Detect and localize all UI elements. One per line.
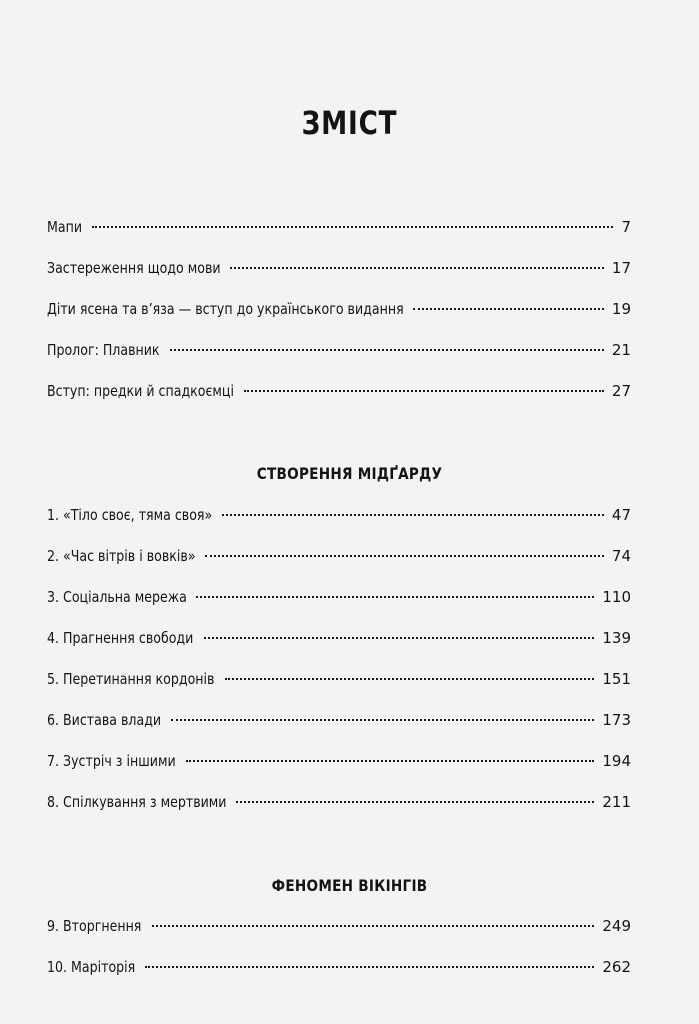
toc-entry-page: 110: [602, 588, 631, 606]
dot-leader: [205, 555, 604, 557]
toc-entry-chapter-8[interactable]: [47, 793, 631, 817]
dot-leader: [244, 390, 604, 392]
toc-entry-label: 7. Зустріч з іншими: [47, 752, 176, 770]
dot-leader: [92, 226, 614, 228]
toc-entry-label: Вступ: предки й спадкоємці: [47, 382, 234, 400]
toc-entry-label: 1. «Тіло своє, тяма своя»: [47, 506, 213, 524]
toc-entry-introduction[interactable]: [47, 382, 631, 406]
toc-entry-chapter-5[interactable]: [47, 670, 631, 694]
toc-entry-prologue[interactable]: [47, 341, 631, 365]
dot-leader: [171, 719, 594, 721]
toc-entry-label: 9. Вторгнення: [47, 917, 142, 935]
toc-entry-label: Мапи: [47, 218, 83, 236]
dot-leader: [204, 637, 595, 639]
dot-leader: [152, 925, 595, 927]
toc-entry-page: 27: [611, 382, 631, 400]
toc-entry-chapter-4[interactable]: [47, 629, 631, 653]
toc-entry-label: 5. Перетинання кордонів: [47, 670, 215, 688]
toc-entry-ukrainian-intro[interactable]: [47, 300, 631, 324]
section-heading: СТВОРЕННЯ МІДҐАРДУ: [256, 464, 443, 483]
toc-entry-page: 173: [602, 711, 631, 729]
dot-leader: [145, 966, 594, 968]
toc-entry-page: 262: [602, 958, 631, 976]
toc-entry-label: Діти ясена та в’яза — вступ до українського видання: [47, 300, 404, 318]
toc-entry-chapter-10[interactable]: [47, 958, 631, 982]
toc-entry-page: 74: [611, 547, 631, 565]
toc-entry-page: 151: [602, 670, 631, 688]
toc-entry-page: 17: [611, 259, 631, 277]
toc-entry-label: 2. «Час вітрів і вовків»: [47, 547, 196, 565]
toc-entry-chapter-1[interactable]: [47, 506, 631, 530]
toc-entry-page: 7: [621, 218, 631, 236]
dot-leader: [196, 596, 594, 598]
toc-entry-label: Пролог: Плавник: [47, 341, 160, 359]
toc-entry-chapter-9[interactable]: [47, 917, 631, 941]
dot-leader: [236, 801, 594, 803]
toc-entry-page: 21: [611, 341, 631, 359]
toc-entry-label: Застереження щодо мови: [47, 259, 221, 277]
toc-entry-label: 3. Соціальна мережа: [47, 588, 187, 606]
toc-entry-label: 10. Маріторія: [47, 958, 136, 976]
toc-entry-label: 6. Вистава влади: [47, 711, 162, 729]
toc-entry-page: 47: [611, 506, 631, 524]
dot-leader: [186, 760, 595, 762]
toc-entry-language-note[interactable]: [47, 259, 631, 283]
toc-entry-page: 139: [602, 629, 631, 647]
toc-entry-chapter-6[interactable]: [47, 711, 631, 735]
toc-entry-page: 211: [602, 793, 631, 811]
toc-entry-chapter-3[interactable]: [47, 588, 631, 612]
toc-entry-page: 19: [611, 300, 631, 318]
dot-leader: [230, 267, 604, 269]
dot-leader: [413, 308, 604, 310]
toc-entry-page: 194: [602, 752, 631, 770]
section-heading: ФЕНОМЕН ВІКІНГІВ: [271, 876, 428, 895]
dot-leader: [170, 349, 604, 351]
toc-entry-label: 8. Спілкування з мертвими: [47, 793, 227, 811]
toc-entry-chapter-7[interactable]: [47, 752, 631, 776]
dot-leader: [225, 678, 595, 680]
dot-leader: [222, 514, 604, 516]
toc-entry-label: 4. Прагнення свободи: [47, 629, 194, 647]
toc-entry-page: 249: [602, 917, 631, 935]
toc-entry-maps[interactable]: [47, 218, 631, 242]
toc-entry-chapter-2[interactable]: [47, 547, 631, 571]
page-title: ЗМІСТ: [301, 104, 398, 142]
